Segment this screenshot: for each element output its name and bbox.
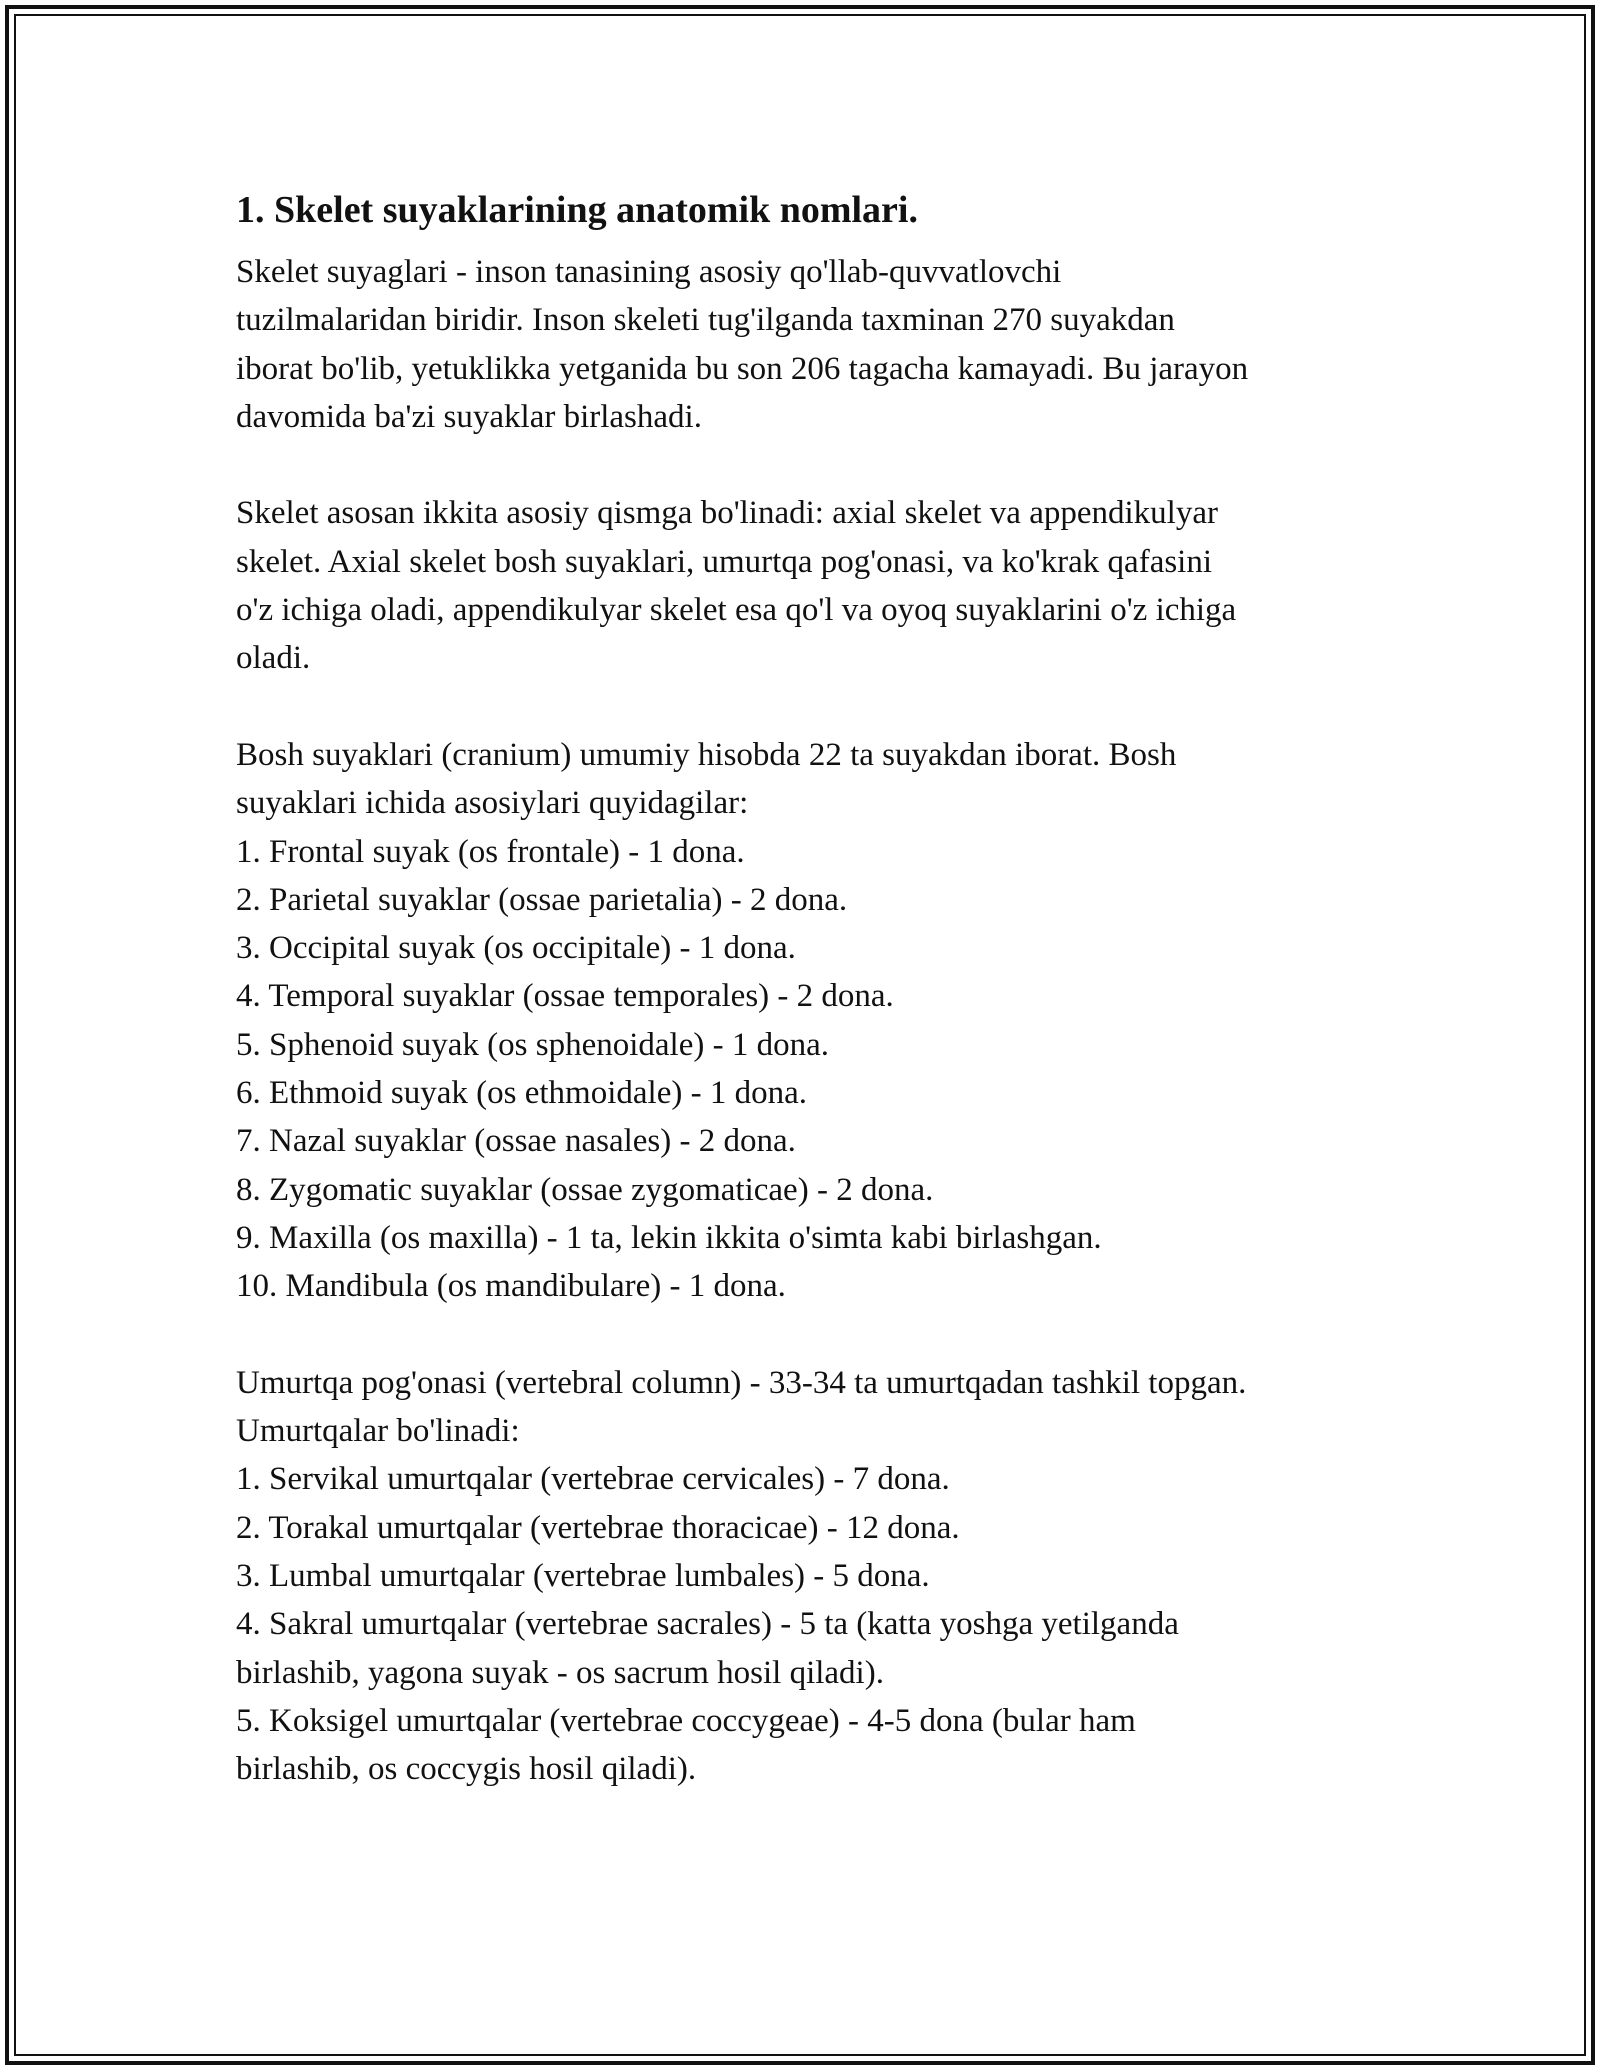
list-item: 4. Sakral umurtqalar (vertebrae sacrales) - 5 ta (katta yoshga yetilganda (236, 1606, 1179, 1643)
list-item: 3. Lumbal umurtqalar (vertebrae lumbales) - 5 dona. (236, 1558, 930, 1595)
spine-section (236, 1359, 1366, 1794)
list-item: 8. Zygomatic suyaklar (ossae zygomaticae) - 2 dona. (236, 1171, 934, 1208)
list-item: 5. Sphenoid suyak (os sphenoidale) - 1 dona. (236, 1026, 829, 1063)
paragraph-gap (236, 441, 1366, 489)
list-item: 5. Koksigel umurtqalar (vertebrae coccygeae) - 4-5 dona (bular ham (236, 1702, 1136, 1739)
paragraph-gap (236, 683, 1366, 731)
list-item: 3. Occipital suyak (os occipitale) - 1 dona. (236, 930, 796, 967)
text-line: suyaklari ichida asosiylari quyidagilar: (236, 785, 749, 822)
text-line: Umurtqa pog'onasi (vertebral column) - 33-34 ta umurtqadan tashkil topgan. (236, 1364, 1247, 1401)
list-item: 9. Maxilla (os maxilla) - 1 ta, lekin ikkita o'simta kabi birlashgan. (236, 1219, 1102, 1256)
list-item-continuation: birlashib, yagona suyak - os sacrum hosil qiladi). (236, 1654, 884, 1691)
list-item: 1. Frontal suyak (os frontale) - 1 dona. (236, 833, 745, 870)
document-body (236, 186, 1366, 1794)
list-item: 10. Mandibula (os mandibulare) - 1 dona. (236, 1268, 786, 1305)
list-item: 1. Servikal umurtqalar (vertebrae cervicales) - 7 dona. (236, 1461, 950, 1498)
text-line: Umurtqalar bo'linadi: (236, 1413, 520, 1450)
intro-paragraph (236, 248, 1366, 441)
text-line: davomida ba'zi suyaklar birlashadi. (236, 398, 702, 435)
text-line: tuzilmalaridan biridir. Inson skeleti tug'ilganda taxminan 270 suyakdan (236, 302, 1175, 339)
list-item: 2. Parietal suyaklar (ossae parietalia) - 2 dona. (236, 881, 848, 918)
text-line: Skelet suyaglari - inson tanasining asosiy qo'llab-quvvatlovchi (236, 254, 1062, 290)
section-heading: 1. Skelet suyaklarining anatomik nomlari. (236, 189, 918, 231)
list-item: 2. Torakal umurtqalar (vertebrae thoracicae) - 12 dona. (236, 1509, 960, 1546)
text-line: Skelet asosan ikkita asosiy qismga bo'linadi: axial skelet va appendikulyar (236, 495, 1218, 532)
list-item: 4. Temporal suyaklar (ossae temporales) - 2 dona. (236, 978, 894, 1015)
text-line: o'z ichiga oladi, appendikulyar skelet esa qo'l va oyoq suyaklarini o'z ichiga (236, 592, 1237, 629)
list-item: 7. Nazal suyaklar (ossae nasales) - 2 dona. (236, 1123, 796, 1160)
list-item-continuation: birlashib, os coccygis hosil qiladi). (236, 1751, 697, 1788)
cranium-section (236, 731, 1366, 1311)
text-line: Bosh suyaklari (cranium) umumiy hisobda 22 ta suyakdan iborat. Bosh (236, 736, 1177, 773)
paragraph-gap (236, 1311, 1366, 1359)
list-item: 6. Ethmoid suyak (os ethmoidale) - 1 dona. (236, 1075, 807, 1112)
text-line: oladi. (236, 640, 311, 677)
text-line: iborat bo'lib, yetuklikka yetganida bu son 206 tagacha kamayadi. Bu jarayon (236, 350, 1249, 387)
text-line: skelet. Axial skelet bosh suyaklari, umurtqa pog'onasi, va ko'krak qafasini (236, 543, 1213, 580)
skeleton-parts-paragraph (236, 489, 1366, 682)
